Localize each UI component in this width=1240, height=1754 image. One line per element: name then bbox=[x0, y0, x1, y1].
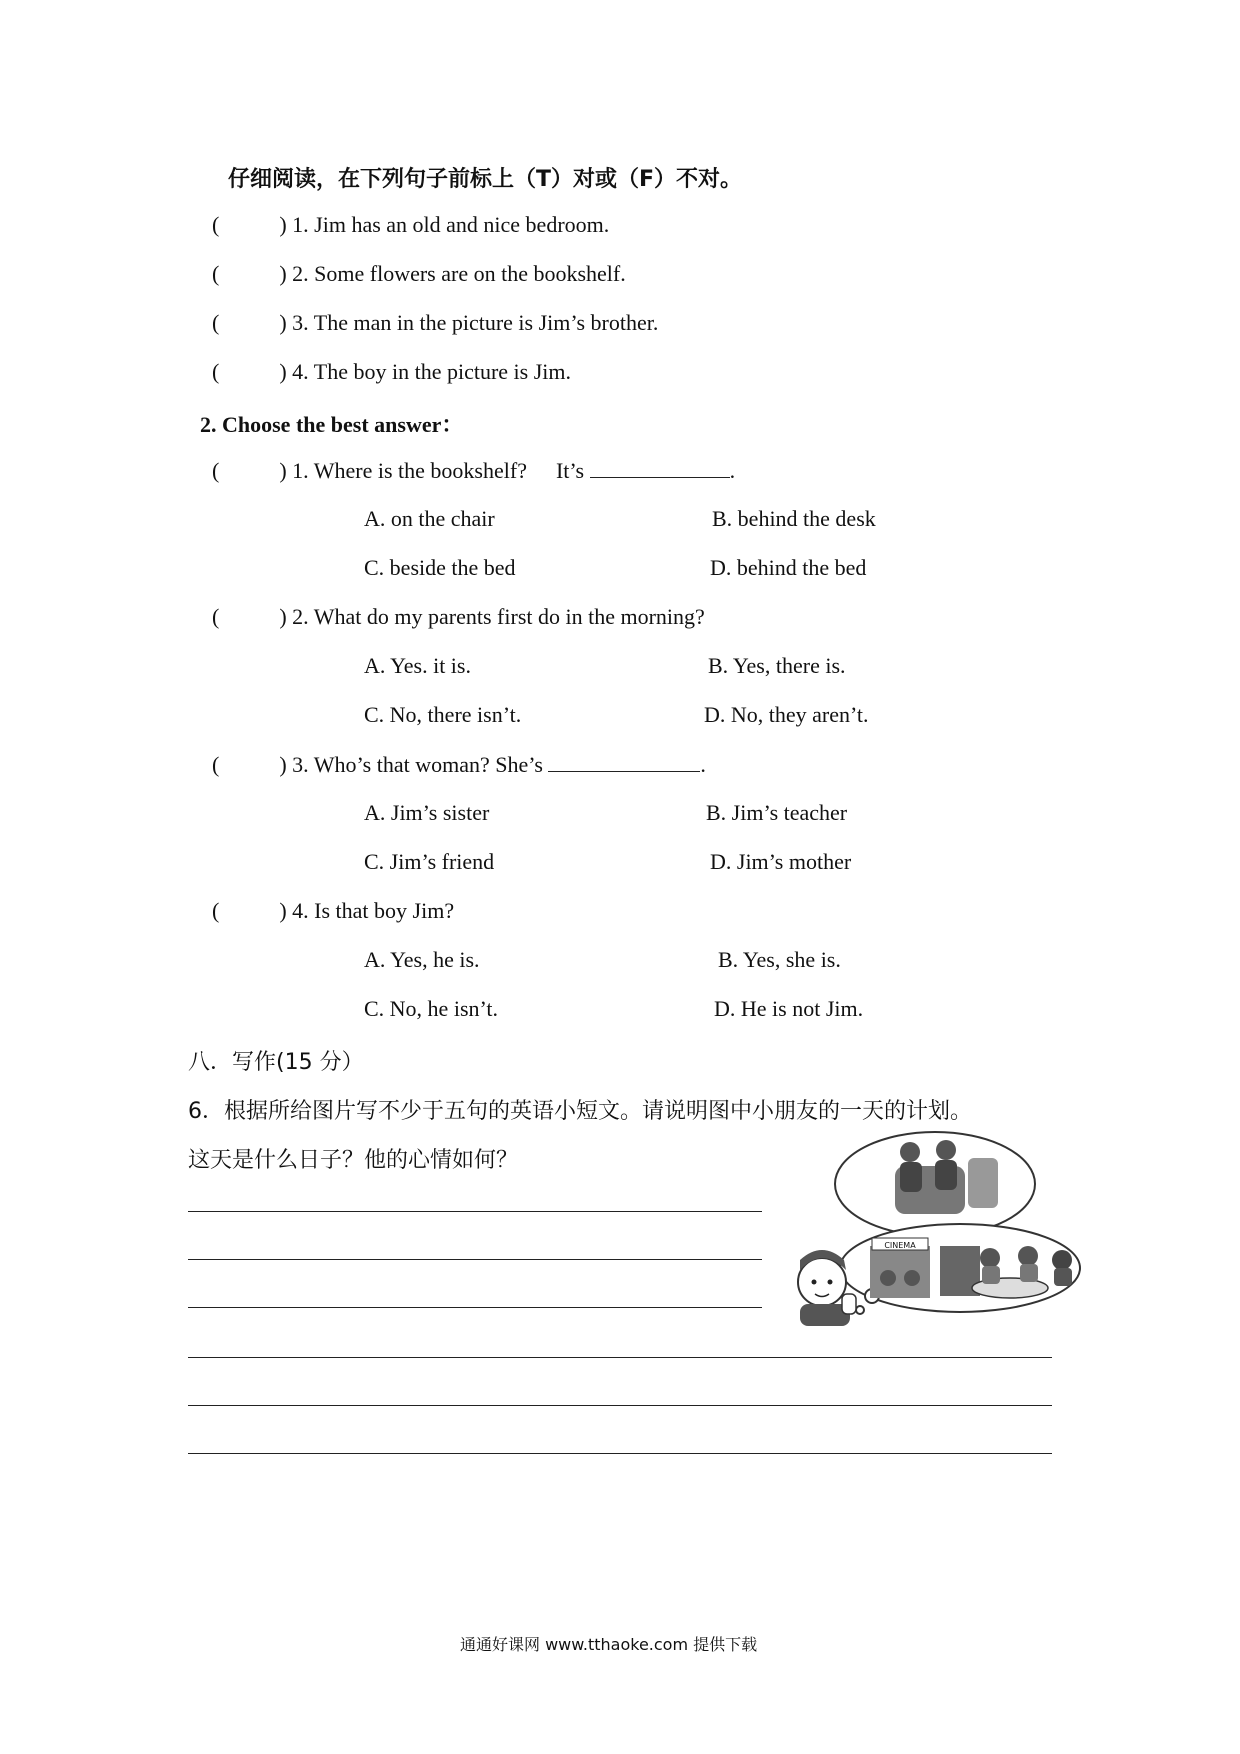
cinema-scene bbox=[870, 1238, 930, 1298]
option-a[interactable]: A. on the chair bbox=[364, 506, 495, 531]
answer-paren[interactable]: ( bbox=[212, 212, 220, 237]
answer-paren[interactable]: ( bbox=[212, 898, 220, 923]
question-text: Who’s that woman? She’s bbox=[313, 752, 543, 777]
item-text: The boy in the picture is Jim. bbox=[313, 359, 571, 384]
question-number: 2. bbox=[292, 604, 309, 629]
writing-line[interactable] bbox=[188, 1405, 1052, 1406]
tf-item: ( ) 3. The man in the picture is Jim’s brother. bbox=[212, 310, 659, 335]
option-c[interactable]: C. No, there isn’t. bbox=[364, 702, 522, 727]
option-c[interactable]: C. No, he isn’t. bbox=[364, 996, 499, 1021]
answer-paren[interactable]: ( bbox=[212, 261, 220, 286]
tf-instruction: 仔细阅读，在下列句子前标上（T）对或（F）不对。 bbox=[228, 167, 743, 192]
cinema-sign: CINEMA bbox=[884, 1241, 916, 1250]
option-d[interactable]: D. behind the bed bbox=[710, 555, 867, 580]
item-text: Some flowers are on the bookshelf. bbox=[314, 261, 626, 286]
writing-line[interactable] bbox=[188, 1307, 762, 1308]
option-c[interactable]: C. Jim’s friend bbox=[364, 849, 495, 874]
answer-paren[interactable]: ( bbox=[212, 752, 220, 777]
mc-title: 2. Choose the best answer： bbox=[200, 412, 464, 437]
tf-item: ( ) 2. Some flowers are on the bookshelf. bbox=[212, 261, 626, 286]
writing-prompt-line-1: 6．根据所给图片写不少于五句的英语小短文。请说明图中小朋友的一天的计划。 bbox=[188, 1099, 972, 1124]
answer-paren[interactable]: ( bbox=[212, 604, 220, 629]
answer-paren[interactable]: ( bbox=[212, 359, 220, 384]
question-number: 3. bbox=[292, 752, 309, 777]
question-text: Where is the bookshelf? bbox=[313, 458, 527, 483]
writing-prompt-line-2: 这天是什么日子？他的心情如何？ bbox=[188, 1148, 519, 1173]
daydream-illustration bbox=[760, 1128, 1110, 1328]
writing-line[interactable] bbox=[188, 1357, 1052, 1358]
writing-line[interactable] bbox=[188, 1453, 1052, 1454]
answer-blank[interactable] bbox=[590, 457, 730, 478]
page-footer: 通通好课网 www.tthaoke.com 提供下载 bbox=[460, 1635, 758, 1654]
question-tail: It’s bbox=[555, 458, 585, 483]
option-a[interactable]: A. Yes, he is. bbox=[364, 947, 480, 972]
option-d[interactable]: D. Jim’s mother bbox=[710, 849, 852, 874]
mc-question: ( ) 2. What do my parents first do in the morning? bbox=[212, 604, 705, 629]
mc-question: ( ) 1. Where is the bookshelf? It’s . bbox=[212, 458, 736, 483]
item-number: 4. bbox=[292, 359, 309, 384]
question-text: Is that boy Jim? bbox=[314, 898, 455, 923]
option-b[interactable]: B. Yes, there is. bbox=[708, 653, 846, 678]
question-number: 4. bbox=[292, 898, 309, 923]
option-c[interactable]: C. beside the bed bbox=[364, 555, 516, 580]
answer-paren[interactable]: ( bbox=[212, 458, 220, 483]
writing-line[interactable] bbox=[188, 1259, 762, 1260]
question-text: What do my parents first do in the morning? bbox=[313, 604, 705, 629]
option-a[interactable]: A. Yes. it is. bbox=[364, 653, 471, 678]
answer-blank[interactable] bbox=[548, 751, 700, 772]
answer-paren[interactable]: ( bbox=[212, 310, 220, 335]
writing-line[interactable] bbox=[188, 1211, 762, 1212]
tf-item: ( ) 4. The boy in the picture is Jim. bbox=[212, 359, 571, 384]
option-b[interactable]: B. Yes, she is. bbox=[718, 947, 841, 972]
option-b[interactable]: B. behind the desk bbox=[712, 506, 876, 531]
item-number: 1. bbox=[292, 212, 309, 237]
mc-question: ( ) 3. Who’s that woman? She’s . bbox=[212, 752, 706, 777]
tf-item: ( ) 1. Jim has an old and nice bedroom. bbox=[212, 212, 610, 237]
option-b[interactable]: B. Jim’s teacher bbox=[706, 800, 848, 825]
item-text: Jim has an old and nice bedroom. bbox=[314, 212, 610, 237]
mc-question: ( ) 4. Is that boy Jim? bbox=[212, 898, 455, 923]
option-d[interactable]: D. No, they aren’t. bbox=[704, 702, 869, 727]
option-a[interactable]: A. Jim’s sister bbox=[364, 800, 490, 825]
writing-heading: 八．写作(15 分） bbox=[188, 1050, 364, 1075]
item-number: 2. bbox=[292, 261, 309, 286]
question-number: 1. bbox=[292, 458, 309, 483]
item-number: 3. bbox=[292, 310, 309, 335]
option-d[interactable]: D. He is not Jim. bbox=[714, 996, 864, 1021]
item-text: The man in the picture is Jim’s brother. bbox=[313, 310, 659, 335]
